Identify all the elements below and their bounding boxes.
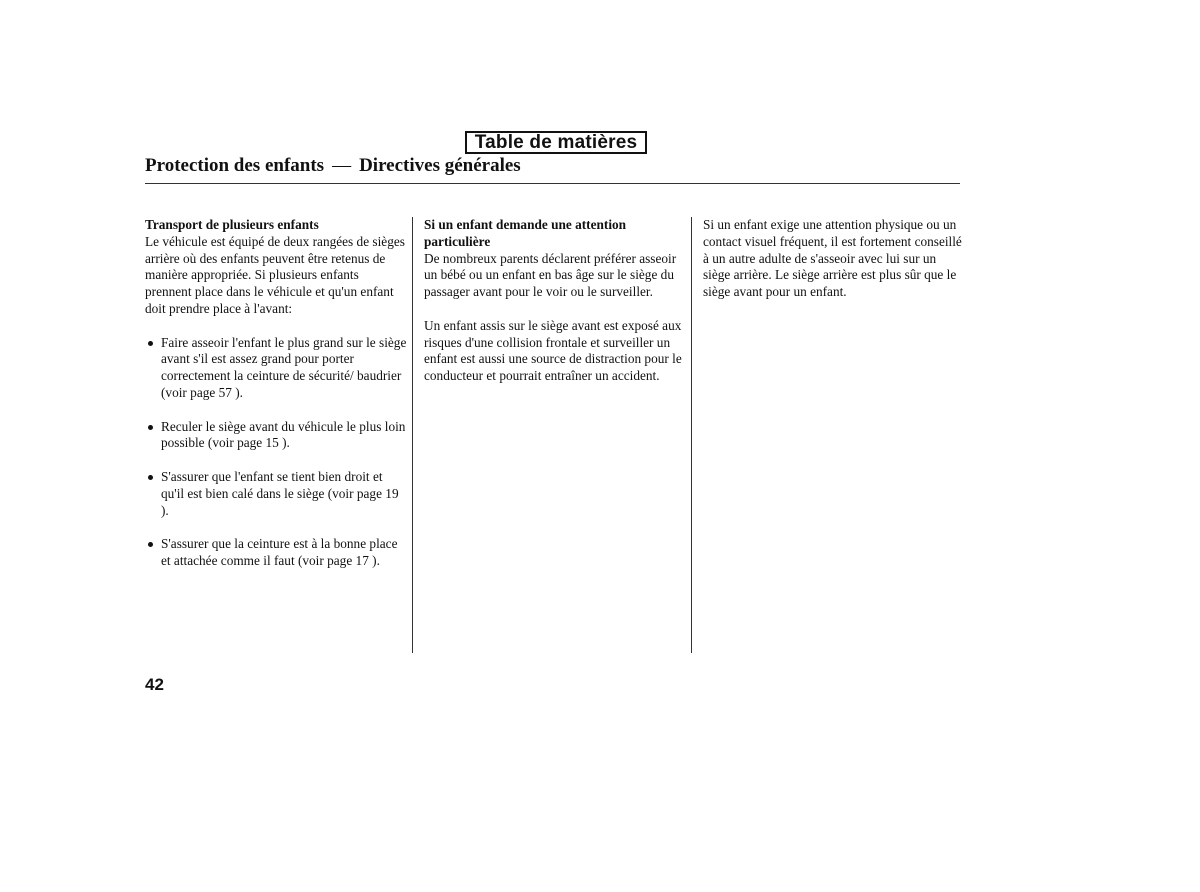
bullet-item	[145, 419, 407, 453]
column-rear-seat	[703, 217, 965, 318]
bullet-text: S'assurer que l'enfant se tient bien droit et qu'il est bien calé dans le siège (voir page 19 ).	[161, 468, 399, 518]
page-title-subsection: Directives générales	[359, 155, 521, 176]
column-transport	[145, 217, 407, 587]
paragraph-parents: De nombreux parents déclarent préférer asseoir un bébé ou un enfant en bas âge sur le siège du passager avant pour le voir ou le surveiller.	[424, 250, 677, 300]
bullet-item	[145, 536, 407, 570]
title-divider	[145, 183, 960, 184]
bullet-icon	[148, 425, 153, 430]
table-of-contents-button[interactable]	[465, 131, 647, 154]
bullet-icon	[148, 542, 153, 547]
page-title	[145, 155, 521, 177]
bullet-text: Faire asseoir l'enfant le plus grand sur le siège avant s'il est assez grand pour porter correctement la ceinture de sécurité/ baudrier (voir page 57 ).	[161, 334, 407, 400]
bullet-icon	[148, 475, 153, 480]
bullet-item	[145, 335, 407, 402]
bullet-icon	[148, 341, 153, 346]
paragraph-rear-seat: Si un enfant exige une attention physique ou un contact visuel fréquent, il est fortement conseillé à un autre adulte de s'asseoir avec lui sur un siège arrière. Le siège arrière est plus sûr que le siège avant pour un enfant.	[703, 217, 962, 300]
bullet-list	[145, 335, 407, 570]
paragraph-intro: Le véhicule est équipé de deux rangées de sièges arrière où des enfants peuvent être retenus de manière appropriée. Si plusieurs enfants prennent place dans le véhicule et qu'un enfant doit prendre place à l'avant:	[145, 233, 405, 316]
page-number: 42	[145, 675, 164, 694]
paragraph-risks: Un enfant assis sur le siège avant est exposé aux risques d'une collision frontale et surveiller un enfant est aussi une source de distraction pour le conducteur et pourrait entraîner un accident.	[424, 317, 682, 384]
column-divider	[691, 217, 692, 653]
toc-button-label: Table de matières	[474, 131, 638, 153]
bullet-text: Reculer le siège avant du véhicule le plus loin possible (voir page 15 ).	[161, 418, 406, 451]
bullet-item	[145, 469, 407, 519]
page-title-section: Protection des enfants	[145, 155, 325, 176]
column-attention	[424, 217, 684, 402]
title-separator: —	[332, 155, 352, 176]
column-divider	[412, 217, 413, 653]
section-heading-transport: Transport de plusieurs enfants	[145, 217, 319, 232]
section-heading-attention: Si un enfant demande une attention particulière	[424, 217, 627, 249]
bullet-text: S'assurer que la ceinture est à la bonne place et attachée comme il faut (voir page 17 ).	[161, 536, 398, 568]
